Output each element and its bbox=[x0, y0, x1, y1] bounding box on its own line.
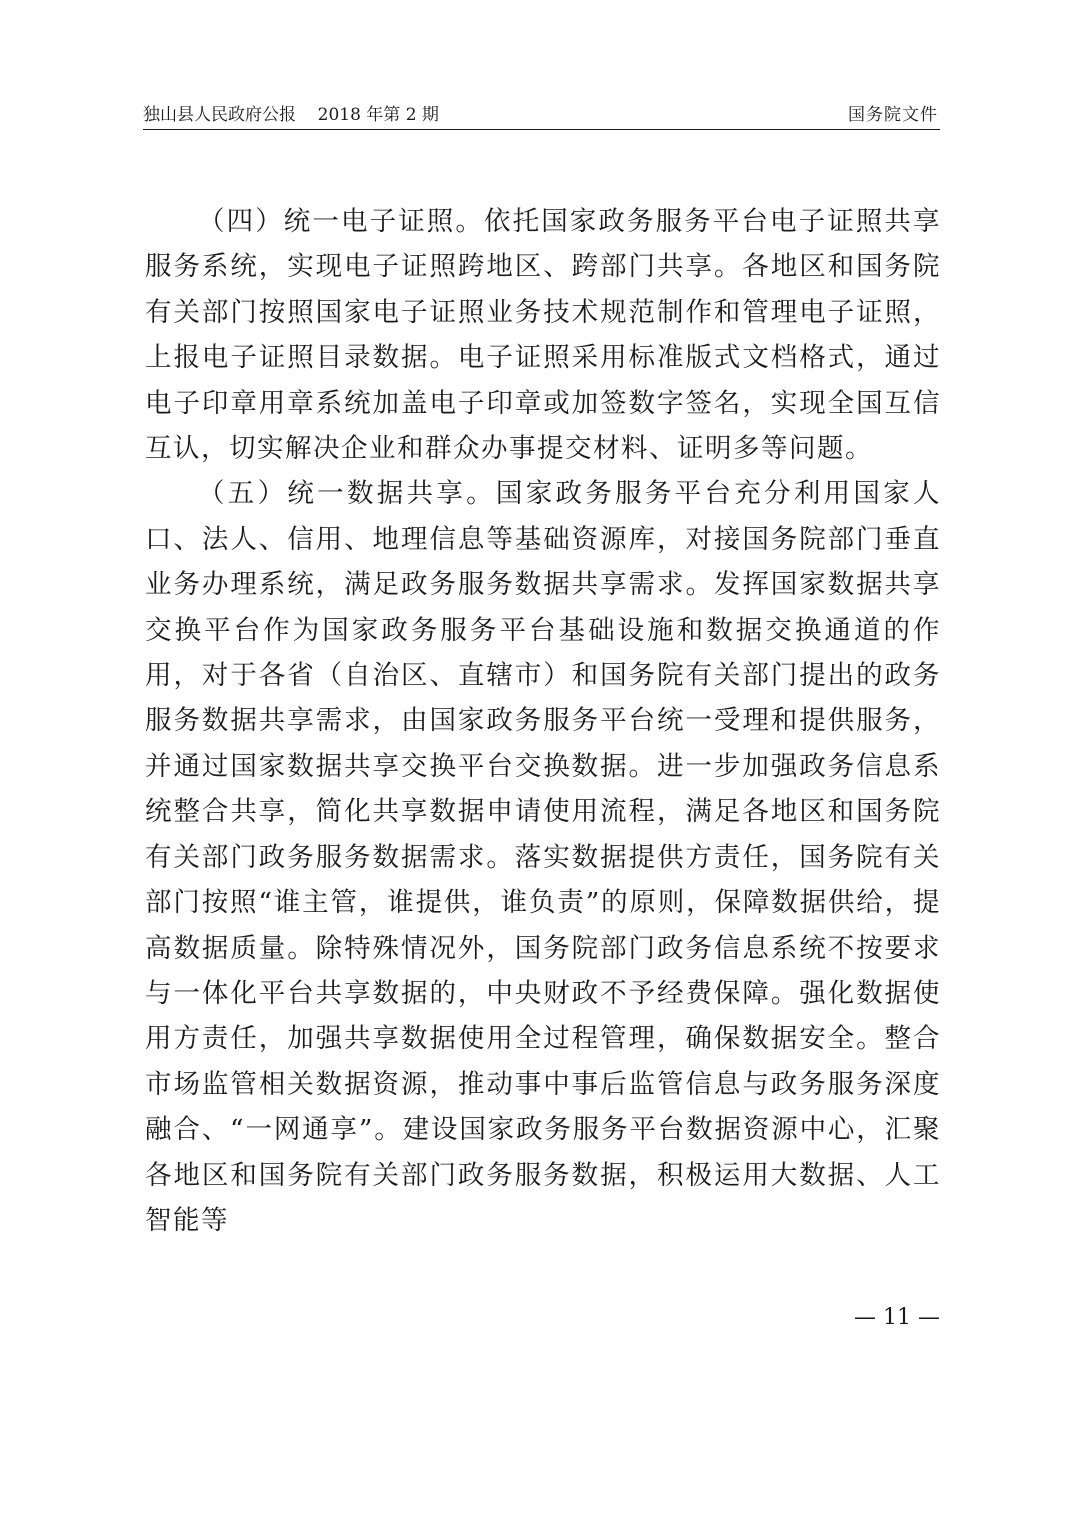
header-publication: 独山县人民政府公报 bbox=[143, 105, 296, 125]
running-header bbox=[143, 103, 940, 127]
header-publication-issue bbox=[143, 103, 439, 127]
header-section: 国务院文件 bbox=[848, 105, 938, 125]
page-number: — 11 — bbox=[854, 1305, 940, 1330]
header-divider bbox=[143, 129, 940, 130]
header-issue: 2018 年第 2 期 bbox=[317, 105, 439, 125]
paragraph-5: （五）统一数据共享。国家政务服务平台充分利用国家人口、法人、信用、地理信息等基础资源库，对接国务院部门垂直业务办理系统，满足政务服务数据共享需求。发挥国家数据共享交换平台作为国家政务服务平台基础设施和数据交换通道的作用，对于各省（自治区、直辖市）和国务院有关部门提出的政务服务数据共享需求，由国家政务服务平台统一受理和提供服务，并通过国家数据共享交换平台交换数据。进一步加强政务信息系统整合共享，简化共享数据申请使用流程，满足各地区和国务院有关部门政务服务数据需求。落实数据提供方责任，国务院有关部门按照“谁主管，谁提供，谁负责”的原则，保障数据供给，提高数据质量。除特殊情况外，国务院部门政务信息系统不按要求与一体化平台共享数据的，中央财政不予经费保障。强化数据使用方责任，加强共享数据使用全过程管理，确保数据安全。整合市场监管相关数据资源，推动事中事后监管信息与政务服务深度融合、“一网通享”。建设国家政务服务平台数据资源中心，汇聚各地区和国务院有关部门政务服务数据，积极运用大数据、人工智能等 bbox=[145, 478, 941, 1236]
document-body bbox=[145, 199, 941, 1243]
paragraph-4: （四）统一电子证照。依托国家政务服务平台电子证照共享服务系统，实现电子证照跨地区、跨部门共享。各地区和国务院有关部门按照国家电子证照业务技术规范制作和管理电子证照，上报电子证照目录数据。电子证照采用标准版式文档格式，通过电子印章用章系统加盖电子印章或加签数字签名，实现全国互信互认，切实解决企业和群众办事提交材料、证明多等问题。 bbox=[145, 206, 941, 465]
